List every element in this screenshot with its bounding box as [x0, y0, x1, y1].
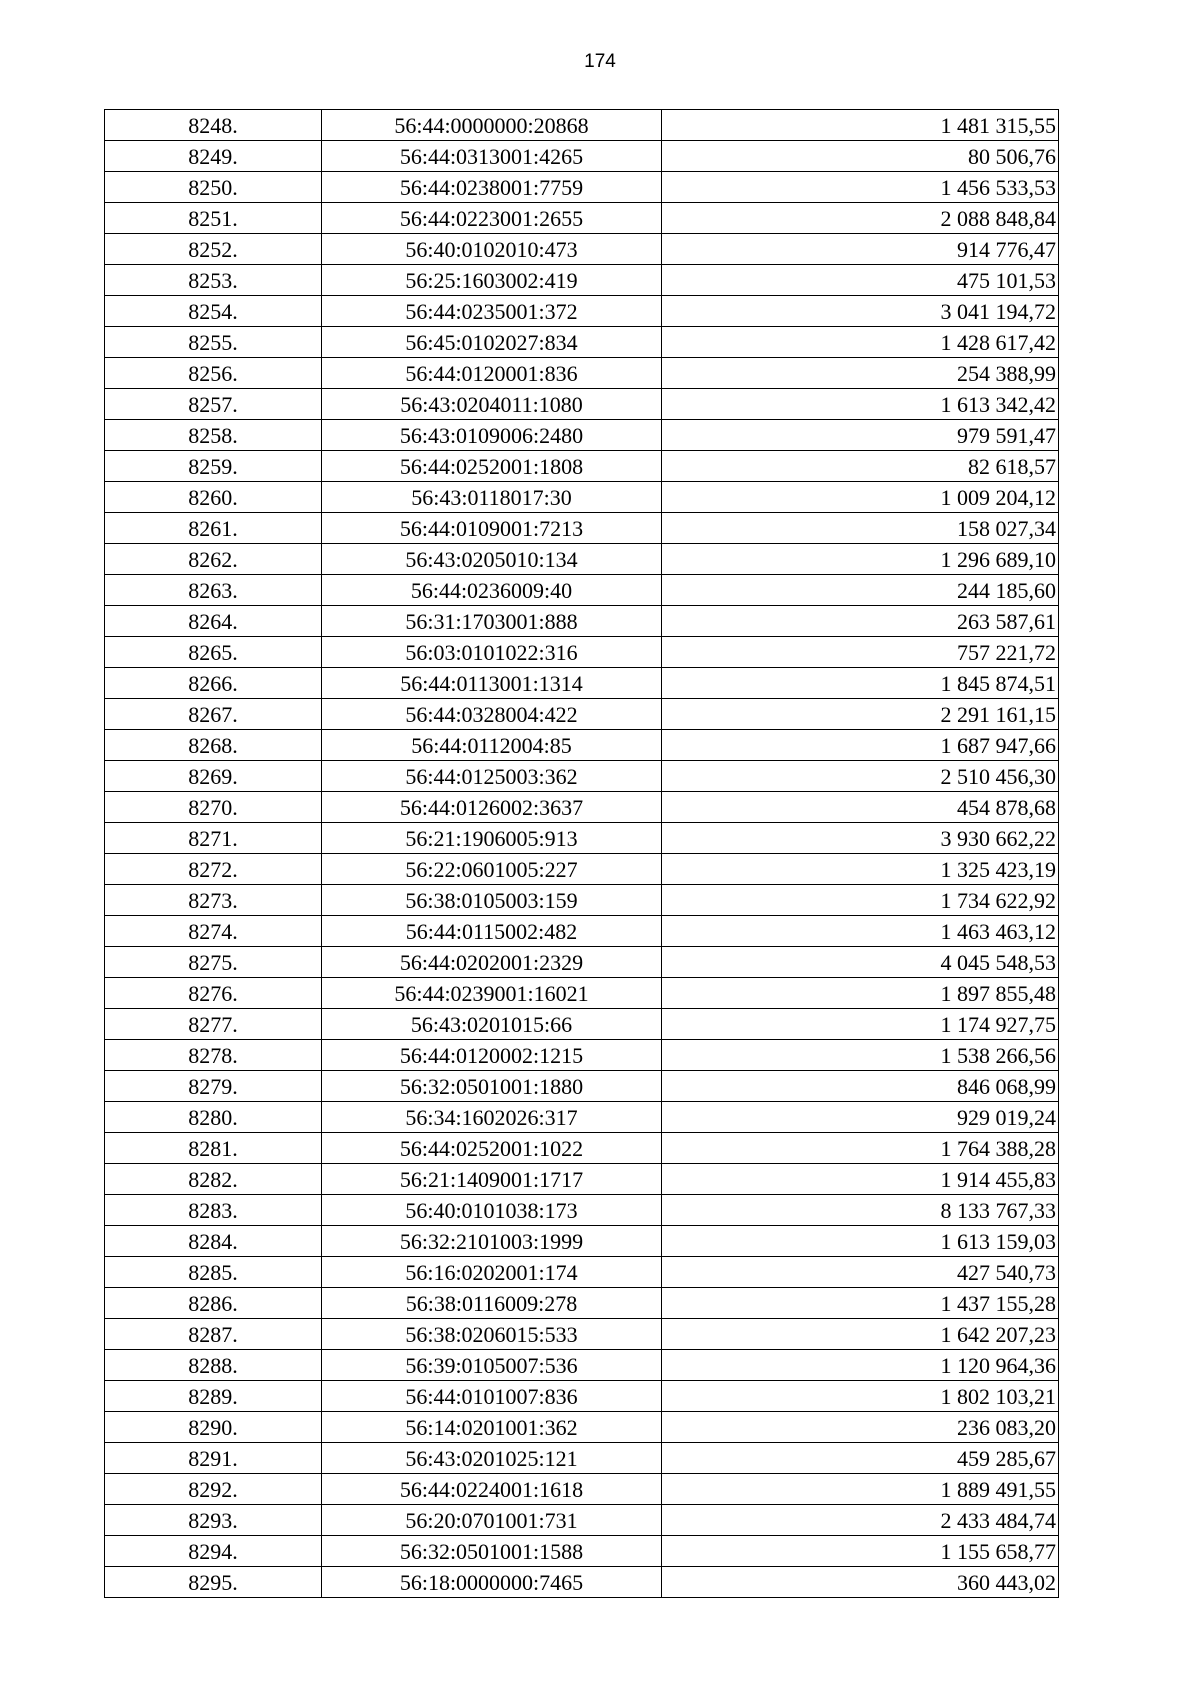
row-number: 8258.	[105, 420, 322, 451]
row-number: 8251.	[105, 203, 322, 234]
cadastral-number: 56:18:0000000:7465	[322, 1567, 662, 1598]
cadastral-number: 56:45:0102027:834	[322, 327, 662, 358]
table-row	[105, 482, 1059, 513]
table-row	[105, 1474, 1059, 1505]
table-row	[105, 1319, 1059, 1350]
cadastral-value: 1 802 103,21	[662, 1381, 1059, 1412]
table-row	[105, 1567, 1059, 1598]
row-number: 8264.	[105, 606, 322, 637]
cadastral-number: 56:40:0101038:173	[322, 1195, 662, 1226]
cadastral-number: 56:14:0201001:362	[322, 1412, 662, 1443]
row-number: 8254.	[105, 296, 322, 327]
row-number: 8282.	[105, 1164, 322, 1195]
table-row	[105, 110, 1059, 141]
cadastral-value: 914 776,47	[662, 234, 1059, 265]
cadastral-value: 1 481 315,55	[662, 110, 1059, 141]
table-row	[105, 1536, 1059, 1567]
cadastral-value: 1 845 874,51	[662, 668, 1059, 699]
cadastral-number: 56:40:0102010:473	[322, 234, 662, 265]
cadastral-number: 56:44:0239001:16021	[322, 978, 662, 1009]
cadastral-number: 56:38:0116009:278	[322, 1288, 662, 1319]
cadastral-number: 56:43:0201015:66	[322, 1009, 662, 1040]
table-row	[105, 1195, 1059, 1226]
cadastral-value: 8 133 767,33	[662, 1195, 1059, 1226]
row-number: 8288.	[105, 1350, 322, 1381]
cadastral-number: 56:43:0201025:121	[322, 1443, 662, 1474]
cadastral-number: 56:44:0101007:836	[322, 1381, 662, 1412]
cadastral-number: 56:44:0252001:1022	[322, 1133, 662, 1164]
cadastral-number: 56:44:0120002:1215	[322, 1040, 662, 1071]
table-row	[105, 947, 1059, 978]
cadastral-value: 236 083,20	[662, 1412, 1059, 1443]
cadastral-value: 454 878,68	[662, 792, 1059, 823]
row-number: 8266.	[105, 668, 322, 699]
row-number: 8287.	[105, 1319, 322, 1350]
table-row	[105, 637, 1059, 668]
row-number: 8274.	[105, 916, 322, 947]
table-row	[105, 761, 1059, 792]
table-row	[105, 327, 1059, 358]
cadastral-number: 56:25:1603002:419	[322, 265, 662, 296]
table-row	[105, 544, 1059, 575]
table-row	[105, 389, 1059, 420]
cadastral-value: 427 540,73	[662, 1257, 1059, 1288]
cadastral-value: 1 120 964,36	[662, 1350, 1059, 1381]
table-row	[105, 172, 1059, 203]
cadastral-value: 929 019,24	[662, 1102, 1059, 1133]
table-row	[105, 916, 1059, 947]
table-row	[105, 699, 1059, 730]
cadastral-value: 1 456 533,53	[662, 172, 1059, 203]
row-number: 8283.	[105, 1195, 322, 1226]
table-row	[105, 1412, 1059, 1443]
cadastral-number: 56:21:1906005:913	[322, 823, 662, 854]
cadastral-value: 475 101,53	[662, 265, 1059, 296]
cadastral-value: 1 914 455,83	[662, 1164, 1059, 1195]
cadastral-value: 1 613 342,42	[662, 389, 1059, 420]
cadastral-number: 56:32:0501001:1588	[322, 1536, 662, 1567]
row-number: 8290.	[105, 1412, 322, 1443]
row-number: 8270.	[105, 792, 322, 823]
cadastral-value: 2 510 456,30	[662, 761, 1059, 792]
row-number: 8252.	[105, 234, 322, 265]
cadastral-number: 56:44:0126002:3637	[322, 792, 662, 823]
cadastral-value: 1 296 689,10	[662, 544, 1059, 575]
cadastral-value: 1 155 658,77	[662, 1536, 1059, 1567]
table-row	[105, 1040, 1059, 1071]
cadastral-value: 1 642 207,23	[662, 1319, 1059, 1350]
cadastral-value: 244 185,60	[662, 575, 1059, 606]
cadastral-value: 1 687 947,66	[662, 730, 1059, 761]
table-row	[105, 513, 1059, 544]
table-row	[105, 823, 1059, 854]
cadastral-value: 1 463 463,12	[662, 916, 1059, 947]
cadastral-number: 56:44:0238001:7759	[322, 172, 662, 203]
row-number: 8294.	[105, 1536, 322, 1567]
cadastral-number: 56:38:0105003:159	[322, 885, 662, 916]
cadastral-value: 757 221,72	[662, 637, 1059, 668]
row-number: 8289.	[105, 1381, 322, 1412]
cadastral-value: 1 897 855,48	[662, 978, 1059, 1009]
cadastral-number: 56:44:0120001:836	[322, 358, 662, 389]
table-body	[105, 110, 1059, 1598]
cadastral-number: 56:43:0118017:30	[322, 482, 662, 513]
cadastral-number: 56:44:0109001:7213	[322, 513, 662, 544]
row-number: 8263.	[105, 575, 322, 606]
row-number: 8256.	[105, 358, 322, 389]
row-number: 8250.	[105, 172, 322, 203]
cadastral-value: 1 613 159,03	[662, 1226, 1059, 1257]
cadastral-value: 1 734 622,92	[662, 885, 1059, 916]
cadastral-value: 1 428 617,42	[662, 327, 1059, 358]
row-number: 8271.	[105, 823, 322, 854]
table-row	[105, 296, 1059, 327]
cadastral-value: 1 437 155,28	[662, 1288, 1059, 1319]
cadastral-number: 56:44:0223001:2655	[322, 203, 662, 234]
cadastral-number: 56:31:1703001:888	[322, 606, 662, 637]
cadastral-number: 56:44:0112004:85	[322, 730, 662, 761]
cadastral-number: 56:44:0224001:1618	[322, 1474, 662, 1505]
row-number: 8259.	[105, 451, 322, 482]
row-number: 8253.	[105, 265, 322, 296]
cadastral-number: 56:03:0101022:316	[322, 637, 662, 668]
cadastral-number: 56:34:1602026:317	[322, 1102, 662, 1133]
cadastral-value: 82 618,57	[662, 451, 1059, 482]
table-row	[105, 1226, 1059, 1257]
table-row	[105, 978, 1059, 1009]
row-number: 8269.	[105, 761, 322, 792]
row-number: 8273.	[105, 885, 322, 916]
cadastral-number: 56:43:0109006:2480	[322, 420, 662, 451]
cadastral-value: 80 506,76	[662, 141, 1059, 172]
table-row	[105, 234, 1059, 265]
table-row	[105, 1381, 1059, 1412]
cadastral-number: 56:20:0701001:731	[322, 1505, 662, 1536]
table-row	[105, 1133, 1059, 1164]
row-number: 8265.	[105, 637, 322, 668]
row-number: 8279.	[105, 1071, 322, 1102]
cadastral-number: 56:32:0501001:1880	[322, 1071, 662, 1102]
cadastral-number: 56:44:0125003:362	[322, 761, 662, 792]
row-number: 8295.	[105, 1567, 322, 1598]
table-row	[105, 668, 1059, 699]
cadastral-value: 1 889 491,55	[662, 1474, 1059, 1505]
cadastral-number: 56:43:0205010:134	[322, 544, 662, 575]
cadastral-value: 3 041 194,72	[662, 296, 1059, 327]
table-row	[105, 606, 1059, 637]
table-row	[105, 420, 1059, 451]
row-number: 8293.	[105, 1505, 322, 1536]
table-row	[105, 1350, 1059, 1381]
row-number: 8292.	[105, 1474, 322, 1505]
row-number: 8281.	[105, 1133, 322, 1164]
cadastral-number: 56:44:0235001:372	[322, 296, 662, 327]
table-row	[105, 730, 1059, 761]
table-row	[105, 141, 1059, 172]
cadastral-value: 1 009 204,12	[662, 482, 1059, 513]
row-number: 8261.	[105, 513, 322, 544]
row-number: 8278.	[105, 1040, 322, 1071]
table-row	[105, 792, 1059, 823]
cadastral-value: 1 538 266,56	[662, 1040, 1059, 1071]
row-number: 8260.	[105, 482, 322, 513]
row-number: 8275.	[105, 947, 322, 978]
cadastral-value: 459 285,67	[662, 1443, 1059, 1474]
row-number: 8280.	[105, 1102, 322, 1133]
table-row	[105, 1071, 1059, 1102]
cadastral-number: 56:39:0105007:536	[322, 1350, 662, 1381]
cadastral-number: 56:44:0252001:1808	[322, 451, 662, 482]
cadastral-number: 56:32:2101003:1999	[322, 1226, 662, 1257]
table-row	[105, 885, 1059, 916]
row-number: 8248.	[105, 110, 322, 141]
table-row	[105, 1443, 1059, 1474]
row-number: 8272.	[105, 854, 322, 885]
cadastral-number: 56:38:0206015:533	[322, 1319, 662, 1350]
cadastral-value: 158 027,34	[662, 513, 1059, 544]
cadastral-value: 1 174 927,75	[662, 1009, 1059, 1040]
table-row	[105, 854, 1059, 885]
cadastral-number: 56:21:1409001:1717	[322, 1164, 662, 1195]
table-row	[105, 1164, 1059, 1195]
cadastral-number: 56:44:0236009:40	[322, 575, 662, 606]
table-row	[105, 1009, 1059, 1040]
cadastral-number: 56:22:0601005:227	[322, 854, 662, 885]
cadastral-number: 56:44:0202001:2329	[322, 947, 662, 978]
cadastral-value: 1 325 423,19	[662, 854, 1059, 885]
cadastral-value: 979 591,47	[662, 420, 1059, 451]
table-row	[105, 203, 1059, 234]
cadastral-value: 3 930 662,22	[662, 823, 1059, 854]
cadastral-number: 56:44:0000000:20868	[322, 110, 662, 141]
row-number: 8291.	[105, 1443, 322, 1474]
row-number: 8257.	[105, 389, 322, 420]
row-number: 8284.	[105, 1226, 322, 1257]
cadastral-number: 56:44:0328004:422	[322, 699, 662, 730]
table-row	[105, 1288, 1059, 1319]
row-number: 8277.	[105, 1009, 322, 1040]
table-row	[105, 1505, 1059, 1536]
cadastral-value: 2 433 484,74	[662, 1505, 1059, 1536]
table-row	[105, 358, 1059, 389]
row-number: 8276.	[105, 978, 322, 1009]
cadastral-value: 4 045 548,53	[662, 947, 1059, 978]
cadastral-number: 56:44:0313001:4265	[322, 141, 662, 172]
table-row	[105, 265, 1059, 296]
cadastral-value: 263 587,61	[662, 606, 1059, 637]
table-row	[105, 1257, 1059, 1288]
row-number: 8267.	[105, 699, 322, 730]
table-row	[105, 1102, 1059, 1133]
cadastral-value: 360 443,02	[662, 1567, 1059, 1598]
row-number: 8286.	[105, 1288, 322, 1319]
cadastral-value: 2 291 161,15	[662, 699, 1059, 730]
row-number: 8268.	[105, 730, 322, 761]
cadastral-number: 56:16:0202001:174	[322, 1257, 662, 1288]
cadastral-value: 254 388,99	[662, 358, 1059, 389]
table-row	[105, 575, 1059, 606]
row-number: 8262.	[105, 544, 322, 575]
cadastral-value-table	[104, 109, 1059, 1598]
row-number: 8255.	[105, 327, 322, 358]
table-row	[105, 451, 1059, 482]
row-number: 8249.	[105, 141, 322, 172]
cadastral-value: 2 088 848,84	[662, 203, 1059, 234]
cadastral-value: 1 764 388,28	[662, 1133, 1059, 1164]
cadastral-value: 846 068,99	[662, 1071, 1059, 1102]
cadastral-number: 56:43:0204011:1080	[322, 389, 662, 420]
cadastral-number: 56:44:0113001:1314	[322, 668, 662, 699]
cadastral-number: 56:44:0115002:482	[322, 916, 662, 947]
row-number: 8285.	[105, 1257, 322, 1288]
page-number: 174	[584, 51, 616, 72]
